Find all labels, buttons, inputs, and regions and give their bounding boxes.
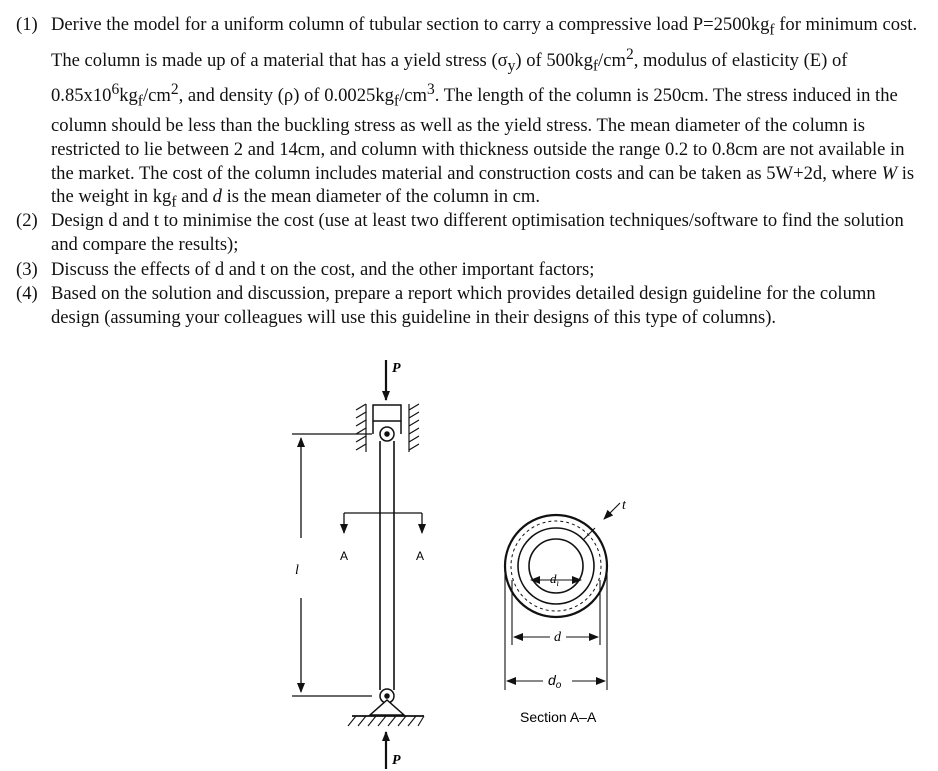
section-cut-line bbox=[344, 513, 422, 533]
section-mark-right: A bbox=[416, 549, 425, 563]
section-mark-left: A bbox=[340, 549, 349, 563]
question-4-text: Based on the solution and discussion, prepare a report which provides detailed design guideline for the column design (assuming your colleagues will use this guideline in their designs of this type of columns). bbox=[51, 283, 876, 328]
bottom-load-label: P bbox=[392, 753, 401, 768]
thickness-label: t bbox=[622, 498, 626, 513]
length-label: l bbox=[295, 563, 299, 578]
tube-cross-section bbox=[505, 515, 607, 617]
top-load-label: P bbox=[392, 361, 401, 376]
mean-diameter-label: d bbox=[554, 630, 561, 645]
question-2-text: Design d and t to minimise the cost (use at least two different optimisation techniques/software to find the solution and compare the results); bbox=[51, 210, 904, 255]
question-1-number: (1) bbox=[16, 14, 38, 35]
section-caption: Section A–A bbox=[520, 709, 597, 725]
question-3-number: (3) bbox=[16, 259, 38, 280]
outer-diameter-label: $d_o$ bbox=[548, 672, 562, 691]
inner-diameter-label: $d_i$ bbox=[550, 571, 560, 588]
length-dimension bbox=[292, 434, 372, 696]
question-1-text: Derive the model for a uniform column of tubular section to carry a compressive load $P=2500kg_f$ for minimum cost. The column is made up of a material that has a yield stress $(\sigma_y)$ of $500kg_f/cm^2$, modulus of elasticity (E) of $0.85x10^6kg_f/cm^2$, and density (ρ) of $0.0025kg_f/cm^3$. The length of the column is 250cm. The stress induced in the column should be less than the buckling stress as well as the yield stress. The mean diameter of the column is restricted to lie between 2 and 14cm, and column with thickness outside the range 0.2 to 0.8cm are not available in the market. The cost of the column includes material and construction costs and can be taken as 5W+2d, where W is the weight in $kg_f$ and d is the mean diameter of the column in cm. bbox=[51, 14, 918, 212]
question-2-number: (2) bbox=[16, 210, 38, 231]
question-3-text: Discuss the effects of d and t on the cost, and the other important factors; bbox=[51, 259, 595, 280]
bottom-pin-support bbox=[348, 689, 424, 726]
top-pin-support bbox=[373, 405, 401, 441]
thickness-leader bbox=[583, 503, 620, 540]
question-4-number: (4) bbox=[16, 283, 38, 304]
column-shaft bbox=[380, 441, 394, 690]
